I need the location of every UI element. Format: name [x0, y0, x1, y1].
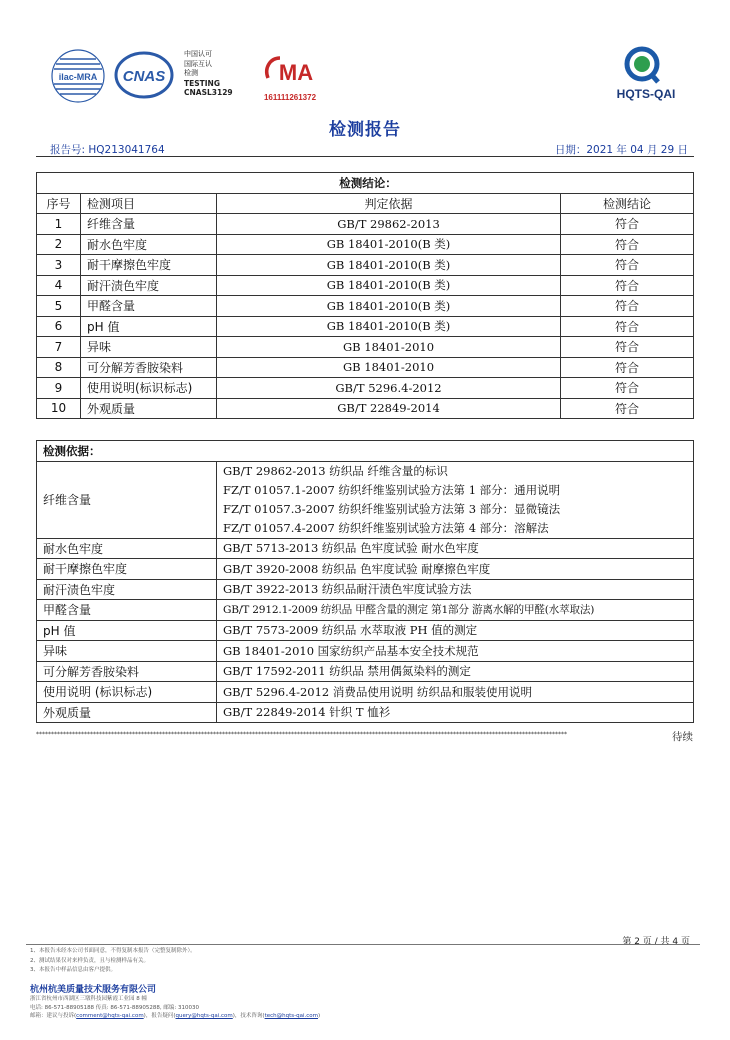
- row-no: 10: [37, 398, 81, 419]
- row-result: 符合: [561, 337, 694, 358]
- cma-text: MA: [278, 60, 314, 85]
- basis-item-standard: GB/T 17592-2011 纺织品 禁用偶氮染料的测定: [217, 661, 694, 682]
- basis-item-standard: GB/T 22849-2014 针织 T 恤衫: [217, 702, 694, 723]
- company-emails: 邮箱：建议与投诉(comment@hqts-qai.com)，报告疑问(query@hqts-qai.com)，技术咨询(tech@hqts-qai.com): [30, 1013, 321, 1019]
- footer-note: 2、测试结果仅对来样负责，且与检测样品有关。: [30, 957, 150, 964]
- table-row: [37, 461, 694, 538]
- report-date: 日期：2021 年 04 月 29 日: [554, 144, 688, 156]
- table-row: [37, 214, 694, 235]
- basis-item-name: 外观质量: [37, 702, 217, 723]
- row-basis: GB 18401-2010(B 类): [217, 296, 561, 317]
- conclusion-header-row: [37, 193, 694, 214]
- row-result: 符合: [561, 275, 694, 296]
- table-row: [37, 296, 694, 317]
- basis-item-standard: GB/T 3920-2008 纺织品 色牢度试验 耐摩擦色牢度: [217, 559, 694, 580]
- cma-logo: [258, 50, 322, 104]
- page-title: 检测报告: [329, 120, 401, 140]
- cnas-caption-line: 中国认可: [184, 50, 212, 58]
- row-item: 甲醛含量: [81, 296, 217, 317]
- ilac-text: ilac-MRA: [58, 72, 98, 82]
- basis-item-standard: GB/T 5713-2013 纺织品 色牢度试验 耐水色牢度: [217, 538, 694, 559]
- row-item: 异味: [81, 337, 217, 358]
- ilac-mra-logo: [50, 48, 106, 104]
- email-prefix: 邮箱：建议与投诉: [30, 1013, 75, 1019]
- hqts-text: HQTS-QAI: [616, 87, 676, 101]
- row-no: 2: [37, 234, 81, 255]
- row-no: 5: [37, 296, 81, 317]
- row-item: 外观质量: [81, 398, 217, 419]
- tech-email-link[interactable]: tech@hqts-qai.com: [264, 1013, 318, 1019]
- basis-item-standard: GB/T 5296.4-2012 消费品使用说明 纺织品和服装使用说明: [217, 682, 694, 703]
- table-row: [37, 357, 694, 378]
- table-row: [37, 337, 694, 358]
- row-result: 符合: [561, 214, 694, 235]
- row-no: 8: [37, 357, 81, 378]
- table-row: [37, 378, 694, 399]
- standard-line: FZ/T 01057.1-2007 纺织纤维鉴别试验方法第 1 部分：通用说明: [223, 482, 561, 497]
- row-basis: GB 18401-2010(B 类): [217, 234, 561, 255]
- basis-section-row: [37, 441, 694, 462]
- standard-line: FZ/T 01057.4-2007 纺织纤维鉴别试验方法第 4 部分：溶解法: [223, 520, 549, 535]
- table-row: [37, 682, 694, 703]
- table-row: [37, 702, 694, 723]
- row-no: 4: [37, 275, 81, 296]
- basis-item-name: 使用说明 (标识标志): [37, 682, 217, 703]
- basis-item-name: pH 值: [37, 620, 217, 641]
- table-row: [37, 538, 694, 559]
- row-no: 7: [37, 337, 81, 358]
- cnas-logo: [114, 50, 174, 100]
- header-logos: [50, 44, 690, 106]
- row-result: 符合: [561, 378, 694, 399]
- table-row: [37, 275, 694, 296]
- table-row: [37, 661, 694, 682]
- row-basis: GB 18401-2010: [217, 357, 561, 378]
- row-basis: GB 18401-2010(B 类): [217, 316, 561, 337]
- table-row: [37, 641, 694, 662]
- company-name: 杭州杭美质量技术服务有限公司: [30, 985, 157, 995]
- query-email-link[interactable]: query@hqts-qai.com: [175, 1013, 233, 1019]
- basis-item-name: 耐水色牢度: [37, 538, 217, 559]
- table-row: [37, 234, 694, 255]
- row-no: 3: [37, 255, 81, 276]
- footer-note: 3、本报告中样品信息由客户提供。: [30, 967, 117, 973]
- row-result: 符合: [561, 316, 694, 337]
- table-row: [37, 398, 694, 419]
- basis-item-standard: GB/T 7573-2009 纺织品 水萃取液 PH 值的测定: [217, 620, 694, 641]
- email-tech-label: ，技术咨询: [234, 1013, 263, 1019]
- row-result: 符合: [561, 255, 694, 276]
- row-result: 符合: [561, 296, 694, 317]
- row-basis: GB 18401-2010(B 类): [217, 255, 561, 276]
- row-no: 1: [37, 214, 81, 235]
- basis-item-standard: GB/T 3922-2013 纺织品耐汗渍色牢度试验方法: [217, 579, 694, 600]
- row-basis: GB/T 29862-2013: [217, 214, 561, 235]
- header-result: 检测结论: [561, 193, 694, 214]
- header-no: 序号: [37, 193, 81, 214]
- basis-section-title: 检测依据：: [37, 441, 694, 462]
- row-item: 耐干摩擦色牢度: [81, 255, 217, 276]
- company-contact: [30, 995, 320, 1021]
- basis-item-name: 甲醛含量: [37, 600, 217, 621]
- row-no: 6: [37, 316, 81, 337]
- row-result: 符合: [561, 398, 694, 419]
- row-item: pH 值: [81, 316, 217, 337]
- header-divider: [36, 156, 694, 157]
- table-row: [37, 600, 694, 621]
- table-row: [37, 559, 694, 580]
- cnas-caption-line: 检测: [184, 69, 198, 77]
- basis-item-standards: [217, 461, 694, 538]
- row-item: 耐水色牢度: [81, 234, 217, 255]
- row-item: 纤维含量: [81, 214, 217, 235]
- basis-table: [36, 440, 694, 723]
- basis-item-name: 可分解芳香胺染料: [37, 661, 217, 682]
- row-basis: GB/T 5296.4-2012: [217, 378, 561, 399]
- table-row: [37, 620, 694, 641]
- row-item: 使用说明(标识标志): [81, 378, 217, 399]
- standard-line: GB/T 29862-2013 纺织品 纤维含量的标识: [223, 463, 448, 478]
- row-item: 可分解芳香胺染料: [81, 357, 217, 378]
- row-basis: GB 18401-2010(B 类): [217, 275, 561, 296]
- footer-notes: [30, 947, 196, 976]
- header-item: 检测项目: [81, 193, 217, 214]
- row-no: 9: [37, 378, 81, 399]
- report-number: 报告号: HQ213041764: [50, 144, 165, 156]
- cnas-text: CNAS: [122, 68, 166, 85]
- complaint-email-link[interactable]: comment@hqts-qai.com: [76, 1013, 144, 1019]
- email-mid: ，报告疑问: [145, 1013, 174, 1019]
- standard-line: FZ/T 01057.3-2007 纺织纤维鉴别试验方法第 3 部分：显微镜法: [223, 501, 561, 516]
- company-address: 浙江省杭州市西湖区三墩科技园紫霞工业园 8 幢: [30, 996, 147, 1002]
- page-number: 第 2 页 / 共 4 页: [622, 937, 690, 947]
- cnas-caption-line: CNASL3129: [184, 88, 233, 97]
- cnas-caption-line: TESTING: [184, 78, 220, 88]
- table-row: [37, 579, 694, 600]
- company-phone: 电话: 86-571-88905188 传真: 86-571-88905288, 邮编: 310030: [30, 1004, 199, 1011]
- row-basis: GB 18401-2010: [217, 337, 561, 358]
- basis-item-name: 纤维含量: [37, 461, 217, 538]
- hqts-qai-logo: [596, 44, 696, 104]
- table-row: [37, 316, 694, 337]
- continued-label: 待续: [672, 731, 693, 743]
- row-result: 符合: [561, 357, 694, 378]
- cnas-caption-line: 国际互认: [184, 59, 212, 68]
- basis-item-name: 耐汗渍色牢度: [37, 579, 217, 600]
- basis-item-standard: GB/T 2912.1-2009 纺织品 甲醛含量的测定 第1部分 游离水解的甲醛(水萃取法): [217, 600, 694, 621]
- cnas-caption: [184, 50, 233, 98]
- basis-item-name: 异味: [37, 641, 217, 662]
- conclusion-section-title: 检测结论：: [37, 173, 694, 194]
- cma-number: 161111261372: [263, 93, 317, 102]
- header-basis: 判定依据: [217, 193, 561, 214]
- footer-divider: [26, 944, 700, 945]
- footer-note: 1、本报告未经本公司书面同意，不得复制本报告（完整复制除外）。: [30, 948, 196, 954]
- conclusion-table: [36, 172, 694, 419]
- conclusion-section-row: [37, 173, 694, 194]
- basis-item-standard: GB 18401-2010 国家纺织产品基本安全技术规范: [217, 641, 694, 662]
- table-row: [37, 255, 694, 276]
- basis-item-name: 耐干摩擦色牢度: [37, 559, 217, 580]
- row-item: 耐汗渍色牢度: [81, 275, 217, 296]
- row-basis: GB/T 22849-2014: [217, 398, 561, 419]
- row-result: 符合: [561, 234, 694, 255]
- star-divider: *********************************************************************************************************************************************************************************: [36, 731, 567, 738]
